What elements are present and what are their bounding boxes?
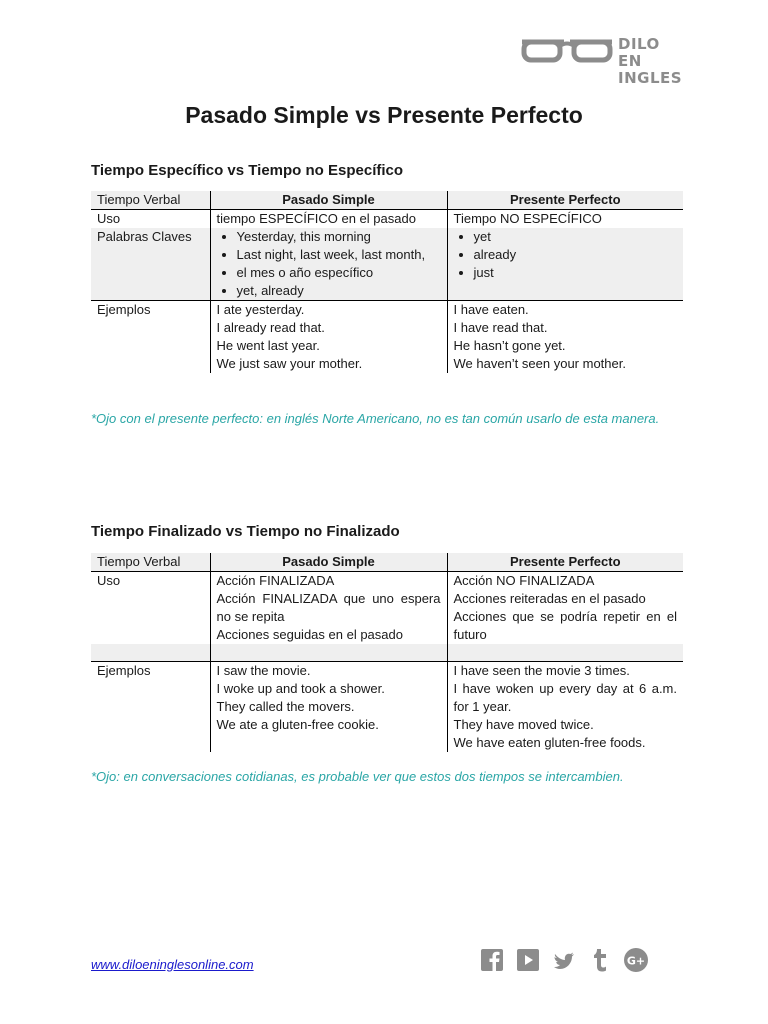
spacer-cell <box>91 644 210 662</box>
example-line: They have moved twice. <box>453 717 594 732</box>
header-pasado-simple: Pasado Simple <box>210 191 447 210</box>
spacer-cell <box>447 644 683 662</box>
ejemplos-pasado <box>210 662 447 753</box>
table-header-row <box>91 553 683 572</box>
example-line: I have eaten. <box>453 302 529 317</box>
list-item: • Last night, last week, last month, <box>237 246 441 264</box>
row-label-ejemplos: Ejemplos <box>97 302 151 317</box>
list-item: • just <box>474 264 678 282</box>
table-row-ejemplos <box>91 662 683 753</box>
section2-heading: Tiempo Finalizado vs Tiempo no Finalizado <box>91 523 400 540</box>
logo-line-1: DILO EN <box>618 35 660 70</box>
example-line: We ate a gluten-free cookie. <box>216 717 379 732</box>
youtube-icon[interactable] <box>514 946 541 973</box>
list-item: • yet <box>474 228 678 246</box>
list-item: • el mes o año específico <box>237 264 441 282</box>
twitter-icon[interactable] <box>550 946 577 973</box>
section1-heading: Tiempo Específico vs Tiempo no Específico <box>91 162 404 179</box>
website-link[interactable]: www.diloeninglesonline.com <box>91 957 254 972</box>
logo-line-2: INGLES <box>618 69 683 87</box>
page-title: Pasado Simple vs Presente Perfecto <box>185 102 583 128</box>
example-line: I have read that. <box>453 320 548 335</box>
palabras-pasado <box>210 228 447 301</box>
ejemplos-pasado <box>210 301 447 374</box>
example-line: We just saw your mother. <box>216 356 363 371</box>
header-presente-perfecto: Presente Perfecto <box>447 553 683 572</box>
example-line: We have eaten gluten-free foods. <box>453 735 646 750</box>
logo <box>520 35 683 87</box>
row-label-palabras: Palabras Claves <box>91 228 210 301</box>
uso-line: Acciones que se podría repetir en el futuro <box>453 609 677 642</box>
uso-line: Acciones seguidas en el pasado <box>216 627 403 642</box>
ejemplos-presente <box>447 301 683 374</box>
example-line: I already read that. <box>216 320 325 335</box>
list-item: • yet, already <box>237 282 441 300</box>
uso-presente <box>447 572 683 645</box>
section1-note: *Ojo con el presente perfecto: en inglés Norte Americano, no es tan común usarlo de esta manera. <box>91 411 660 426</box>
table-header-row <box>91 191 683 210</box>
tumblr-icon[interactable] <box>586 946 613 973</box>
example-line: He hasn’t gone yet. <box>453 338 566 353</box>
header-tiempo-verbal: Tiempo Verbal <box>91 553 210 572</box>
example-line: He went last year. <box>216 338 320 353</box>
uso-pasado: tiempo ESPECÍFICO en el pasado <box>210 210 447 229</box>
social-icons <box>478 946 649 973</box>
spacer-cell <box>210 644 447 662</box>
section2-table <box>91 553 683 752</box>
table-row-palabras <box>91 228 683 301</box>
example-line: I ate yesterday. <box>216 302 305 317</box>
header-tiempo-verbal: Tiempo Verbal <box>91 191 210 210</box>
table-row-uso <box>91 572 683 645</box>
section2-note: *Ojo: en conversaciones cotidianas, es probable ver que estos dos tiempos se intercambien. <box>91 769 624 784</box>
row-label-ejemplos: Ejemplos <box>97 663 151 678</box>
ejemplos-presente <box>447 662 683 753</box>
uso-line: Acciones reiteradas en el pasado <box>453 591 646 606</box>
list-item: • already <box>474 246 678 264</box>
example-line: They called the movers. <box>216 699 355 714</box>
uso-presente: Tiempo NO ESPECÍFICO <box>447 210 683 229</box>
uso-line: Acción NO FINALIZADA <box>453 573 595 588</box>
example-line: I woke up and took a shower. <box>216 681 385 696</box>
example-line: I saw the movie. <box>216 663 311 678</box>
example-line: I have seen the movie 3 times. <box>453 663 630 678</box>
row-label-uso: Uso <box>97 211 121 226</box>
logo-text <box>618 35 683 87</box>
table-row-uso <box>91 210 683 229</box>
header-presente-perfecto: Presente Perfecto <box>447 191 683 210</box>
palabras-presente <box>447 228 683 301</box>
table-row-ejemplos <box>91 301 683 374</box>
uso-pasado <box>210 572 447 645</box>
google-plus-icon[interactable] <box>622 946 649 973</box>
uso-line: Acción FINALIZADA <box>216 573 335 588</box>
facebook-icon[interactable] <box>478 946 505 973</box>
example-line: We haven’t seen your mother. <box>453 356 626 371</box>
glasses-icon <box>520 38 614 64</box>
header-pasado-simple: Pasado Simple <box>210 553 447 572</box>
row-label-uso: Uso <box>97 573 121 588</box>
example-line: I have woken up every day at 6 a.m. for 1 year. <box>453 681 677 714</box>
uso-line: Acción FINALIZADA que uno espera no se repita <box>216 591 441 624</box>
list-item: • Yesterday, this morning <box>237 228 441 246</box>
table-row-spacer <box>91 644 683 662</box>
svg-text:G+: G+ <box>626 954 645 967</box>
section1-table <box>91 191 683 373</box>
